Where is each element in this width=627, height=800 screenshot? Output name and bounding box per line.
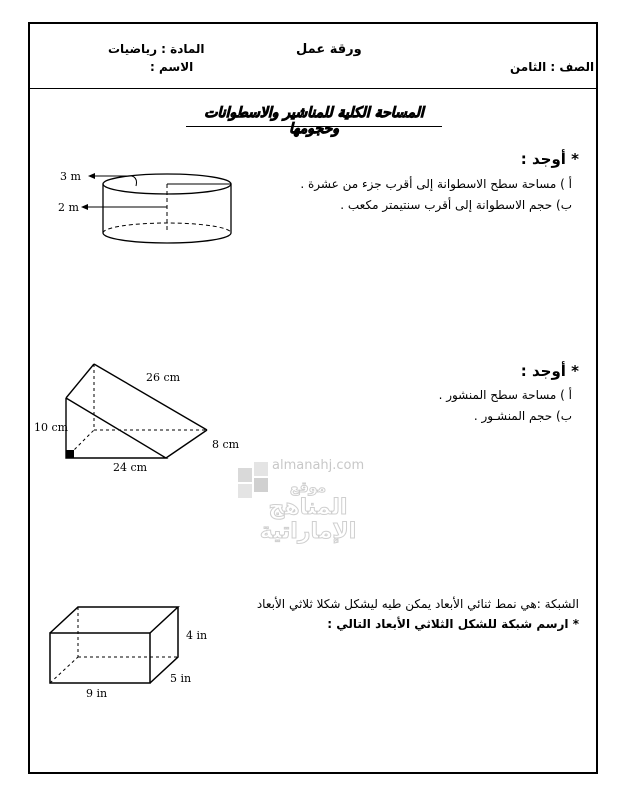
q2-part-b: ب) حجم المنشـور . <box>473 409 572 423</box>
watermark-site: almanahj.com <box>272 458 365 473</box>
prism-hypotenuse-label: 26 cm <box>146 371 181 384</box>
prism-height-label: 10 cm <box>34 421 69 434</box>
q2-part-a: أ ) مساحة سطح المنشور . <box>438 388 572 402</box>
worksheet-title: ورقة عمل <box>296 42 362 57</box>
page-title: المساحة الكلية للمناشير والاسطوانات وحجومها <box>204 105 424 137</box>
box-width-label: 9 in <box>86 687 108 700</box>
subject-label: المادة : رياضيات <box>108 42 205 56</box>
cylinder-height-label: 2 m <box>58 201 79 214</box>
watermark-line1: موقع <box>289 480 327 496</box>
prism-depth-label: 8 cm <box>212 438 240 451</box>
box-depth-label: 5 in <box>170 672 192 685</box>
net-definition-text: الشبكة :هي نمط ثنائي الأبعاد يمكن طيه ليشكل شكلا ثلاثي الأبعاد <box>256 597 579 611</box>
cylinder-radius-label: 3 m <box>60 170 81 183</box>
q1-prompt: * أوجد : <box>520 150 579 168</box>
prism-base-label: 24 cm <box>113 461 148 474</box>
net-task: * ارسم شبكة للشكل الثلاثي الأبعاد التالي : <box>327 617 579 631</box>
q2-prompt: * أوجد : <box>520 362 579 380</box>
box-height-label: 4 in <box>186 629 208 642</box>
q1-part-a: أ ) مساحة سطح الاسطوانة إلى أقرب جزء من عشرة . <box>300 177 572 191</box>
grade-label: الصف : الثامن <box>510 60 595 74</box>
watermark-line2: المناهج الإماراتية <box>259 495 357 544</box>
name-label: الاسم : <box>150 60 194 74</box>
q1-part-b: ب) حجم الاسطوانة إلى أقرب سنتيمتر مكعب . <box>340 198 572 212</box>
